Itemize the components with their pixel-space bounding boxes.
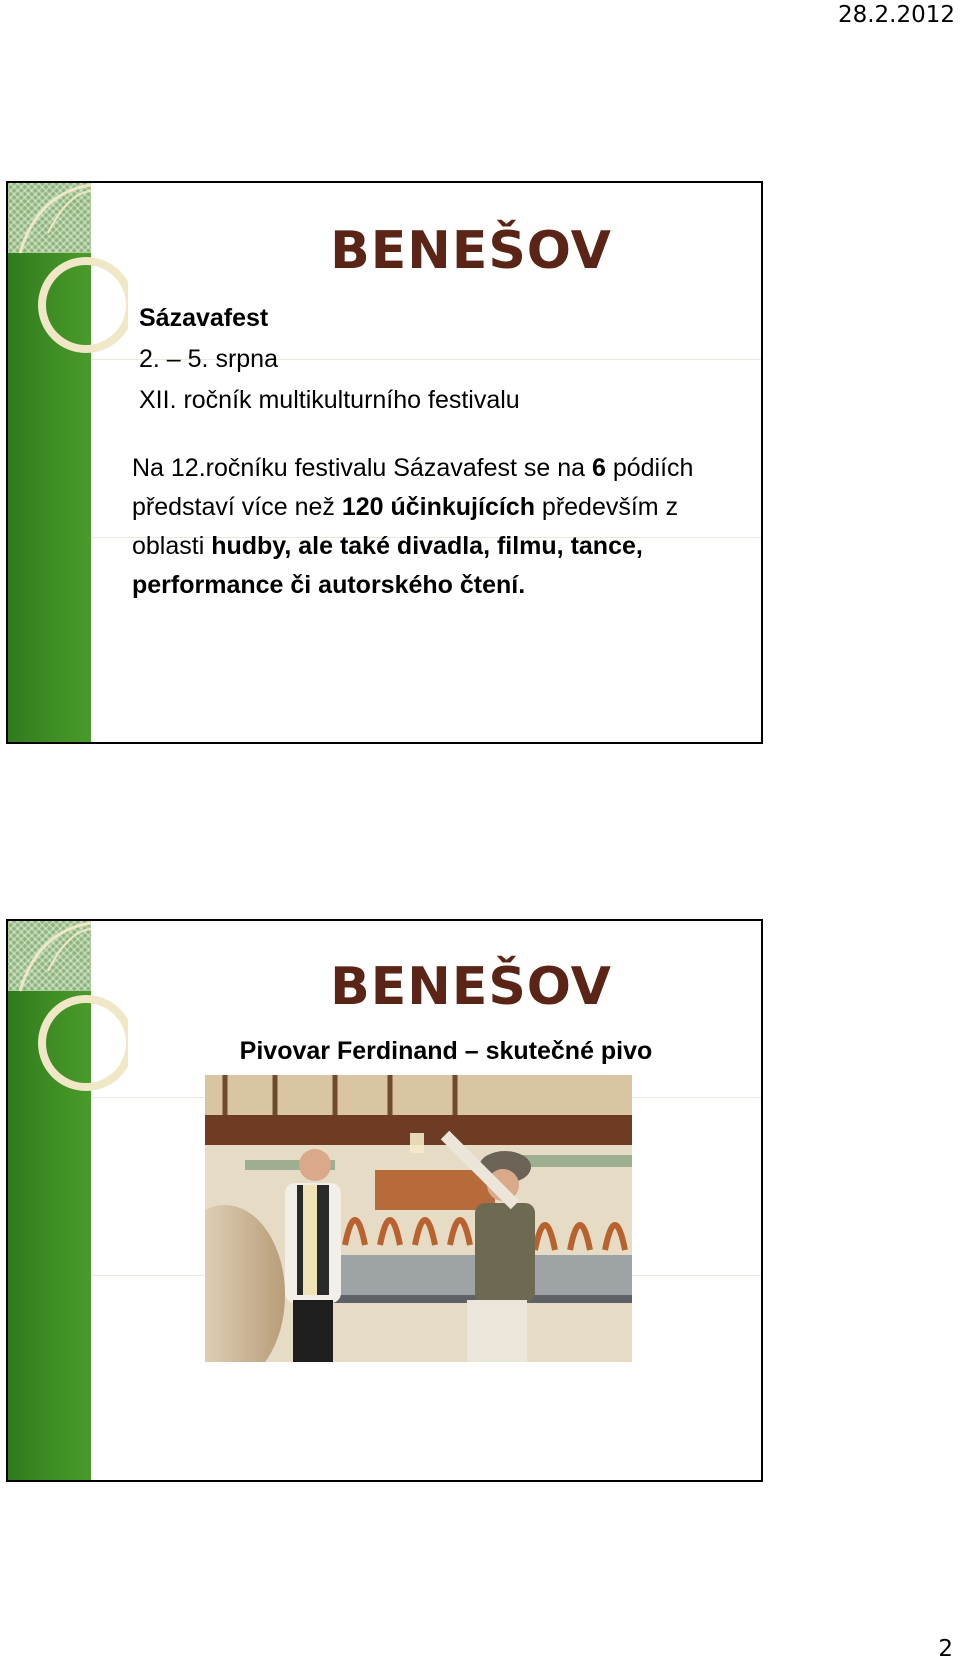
decorative-circles-icon — [8, 183, 128, 383]
festival-genres: hudby, ale také divadla, filmu, tance, performance či autorského čtení. — [132, 532, 643, 599]
festival-name: Sázavafest — [139, 304, 269, 332]
festival-dates: 2. – 5. srpna — [139, 345, 278, 373]
desc-text: pódiích představí více než — [132, 454, 694, 521]
slide-brewery — [6, 919, 763, 1482]
brewery-photo — [205, 1075, 632, 1362]
page-number: 2 — [938, 1636, 953, 1662]
desc-text: především z oblasti — [132, 493, 679, 560]
festival-edition: XII. ročník multikulturního festivalu — [139, 386, 520, 414]
desc-text: Na 12.ročníku festivalu Sázavafest se na — [132, 454, 592, 482]
festival-description — [132, 449, 732, 605]
slide-subtitle: Pivovar Ferdinand – skutečné pivo — [239, 1037, 653, 1065]
slide-title: BENEŠOV — [330, 957, 612, 1017]
decorative-circles-icon — [8, 921, 128, 1121]
slide-festival — [6, 181, 763, 744]
stages-count: 6 — [591, 454, 606, 482]
festival-info — [139, 298, 520, 421]
performers-count: 120 účinkujících — [341, 493, 535, 521]
slide-title: BENEŠOV — [330, 221, 612, 281]
page-date: 28.2.2012 — [837, 2, 955, 28]
